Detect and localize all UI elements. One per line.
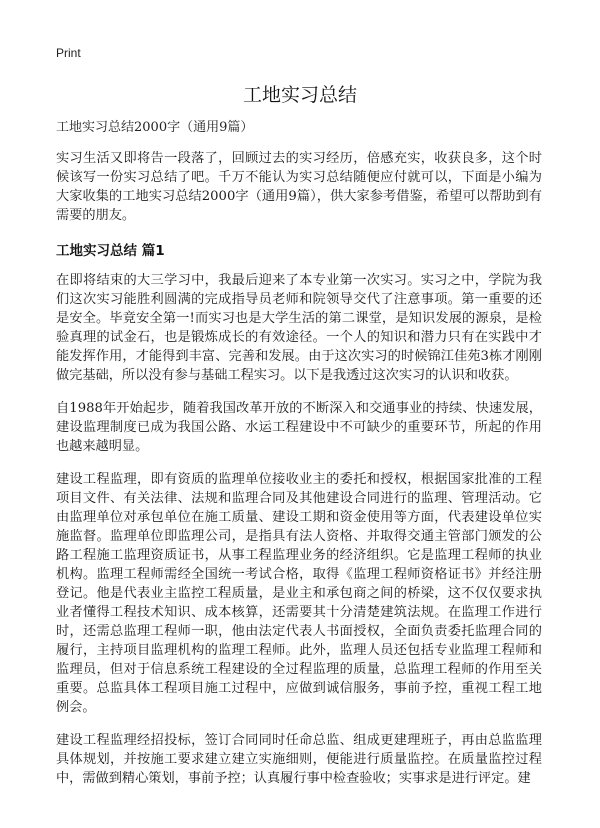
- paragraph: 建设工程监理，即有资质的监理单位接收业主的委托和授权，根据国家批准的工程项目文件、有关法律、法规和监理合同及其他建设合同进行的监理、管理活动。它由监理单位对承包单位在施工质量、建设工期和资金使用等方面，代表建设单位实施监督。监理单位即监理公司，是指具有法人资格、并取得交通主管部门颁发的公路工程施工监理资质证书，从事工程监理业务的经济组织。它是监理工程师的执业机构。监理工程师需经全国统一考试合格，取得《监理工程师资格证书》并经注册登记。他是代表业主监控工程质量，是业主和承包商之间的桥梁，这不仅仅要求执业者懂得工程技术知识、成本核算，还需要其十分清楚建筑法规。在监理工作进行时，还需总监理工程师一职，他由法定代表人书面授权，全面负责委托监理合同的履行，主持项目监理机构的监理工程师。此外，监理人员还包括专业监理工程师和监理员，但对于信息系统工程建设的全过程监理的质量，总监理工程师的作用至关重要。总监具体工程项目施工过程中，应做到诚信服务，事前予控，重视工程工地例会。: [56, 472, 542, 715]
- paragraph: 建设工程监理经招投标，签订合同同时任命总监、组成更建理班子，再由总监监理具体规划，并按施工要求建立建立实施细则，便能进行质量监控。在质量监控过程中，需做到精心策划，事前予控；认真履行事中检查验收；实事求是进行评定。建: [56, 733, 542, 786]
- page-title: 工地实习总结: [242, 84, 357, 106]
- section-heading: 工地实习总结 篇1: [56, 243, 165, 259]
- intro-paragraph: 实习生活又即将告一段落了，回顾过去的实习经历，倍感充实，收获良多，这个时候该写一份实习总结了吧。千万不能认为实习总结随便应付就可以，下面是小编为大家收集的工地实习总结2000字（通用9篇），供大家参考借鉴，希望可以帮助到有需要的朋友。: [56, 151, 542, 223]
- document-body: [56, 118, 542, 802]
- document-subtitle: 工地实习总结2000字（通用9篇）: [56, 120, 254, 135]
- print-label[interactable]: Print: [56, 46, 81, 60]
- paragraph: 自1988年开始起步，随着我国改革开放的不断深入和交通事业的持续、快速发展，建设监理制度已成为我国公路、水运工程建设中不可缺少的重要环节，所起的作用也越来越明显。: [56, 401, 542, 454]
- paragraph: 在即将结束的大三学习中，我最后迎来了本专业第一次实习。实习之中，学院为我们这次实习能胜利圆满的完成指导员老师和院领导交代了注意事项。第一重要的还是安全。毕竟安全第一!而实习也是大学生活的第二课堂，是知识发展的源泉，是检验真理的试金石，也是锻炼成长的有效途径。一个人的知识和潜力只有在实践中才能发挥作用，才能得到丰富、完善和发展。由于这次实习的时候锦江佳苑3栋才刚刚做完基础，所以没有参与基础工程实习。以下是我透过这次实习的认识和收获。: [56, 273, 542, 383]
